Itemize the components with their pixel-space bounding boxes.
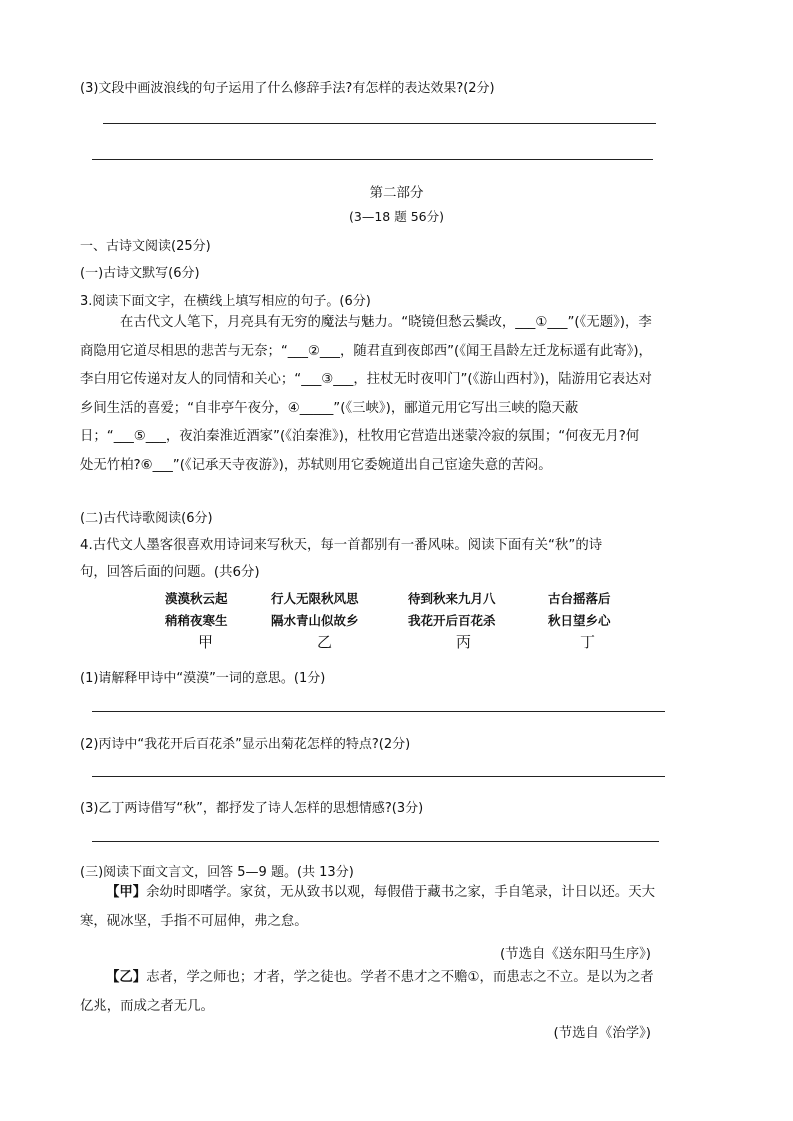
passage-b-label: 【乙】 bbox=[106, 970, 147, 985]
poem-ding-line-2: 秋日望乡心 bbox=[548, 613, 611, 628]
poem-yi-tag: 乙 bbox=[317, 633, 333, 651]
passage-a-label: 【甲】 bbox=[106, 885, 147, 900]
part-range: (3—18 题 56分) bbox=[349, 209, 444, 224]
poem-bing-line-2: 我花开后百花杀 bbox=[408, 613, 496, 628]
answer-line bbox=[92, 841, 659, 842]
question-3-title: 3.阅读下面文字，在横线上填写相应的句子。(6分) bbox=[80, 294, 371, 309]
answer-line bbox=[92, 159, 653, 160]
passage-a-source: (节选自《送东阳马生序》) bbox=[499, 947, 651, 962]
blank-4: ④_____ bbox=[287, 400, 334, 416]
poem-jia-tag: 甲 bbox=[198, 633, 214, 651]
subsection-heading: (一)古诗文默写(6分) bbox=[80, 266, 200, 281]
poem-ding-line-1: 古台摇落后 bbox=[548, 591, 611, 606]
poem-jia-line-1: 漠漠秋云起 bbox=[165, 591, 228, 606]
question-4-3: (3)乙丁两诗借写“秋”，都抒发了诗人怎样的思想情感?(3分) bbox=[80, 801, 424, 816]
blank-6: ⑥___ bbox=[140, 457, 173, 473]
question-4-1: (1)请解释甲诗中“漠漠”一词的意思。(1分) bbox=[80, 671, 326, 686]
passage-b bbox=[80, 964, 658, 1021]
question-3-3: (3)文段中画波浪线的句子运用了什么修辞手法?有怎样的表达效果?(2分) bbox=[80, 81, 495, 96]
blank-2: ___②___ bbox=[287, 343, 340, 359]
question-4-line-2: 句，回答后面的问题。(共6分) bbox=[80, 565, 260, 580]
passage-b-text: 志者，学之师也；才者，学之徒也。学者不患才之不赡①，而患志之不立。是以为之者亿兆，而成之者无几。 bbox=[80, 970, 654, 1014]
answer-line bbox=[92, 711, 665, 712]
passage-b-source: (节选自《治学》) bbox=[553, 1026, 651, 1041]
passage-a-text: 余幼时即嗜学。家贫，无从致书以观，每假借于藏书之家，手自笔录，计日以还。天大寒，砚冰坚，手指不可屈伸，弗之怠。 bbox=[80, 885, 656, 929]
question-4-2: (2)丙诗中“我花开后百花杀”显示出菊花怎样的特点?(2分) bbox=[80, 737, 411, 752]
answer-line bbox=[92, 776, 665, 777]
poem-bing-line-1: 待到秋来九月八 bbox=[408, 591, 496, 606]
part-title: 第二部分 bbox=[369, 185, 424, 201]
section-heading: 一、古诗文阅读(25分) bbox=[80, 239, 211, 254]
poem-jia-line-2: 稍稍夜寒生 bbox=[165, 613, 228, 628]
poem-ding-tag: 丁 bbox=[580, 633, 596, 651]
subsection-heading: (三)阅读下面文言文，回答 5—9 题。(共 13分) bbox=[80, 865, 354, 880]
poem-bing-tag: 丙 bbox=[456, 633, 472, 651]
question-3-body: 在古代文人笔下，月亮具有无穷的魔法与魅力。“晓镜但愁云鬓改，___①___”(《无题》)，李商隐用它道尽相思的悲苦与无奈；“___②___，随君直到夜郎西”(《闻王昌龄左迁龙标遥有此寄》)，李白用它传递对友人的同情和关心；“___③___，拄杖无时夜叩门”(《游山西村》)，陆游用它表达对乡间生活的喜爱；“自非亭午夜分，④_____”(《三峡》)，郦道元用它写出三峡的隐天蔽日；“___⑤___，夜泊秦淮近酒家”(《泊秦淮》)，杜牧用它营造出迷蒙冷寂的氛围；“何夜无月?何处无竹柏?⑥___”(《记承天寺夜游》)，苏轼则用它委婉道出自己宦途失意的苦闷。 bbox=[80, 315, 652, 473]
answer-line bbox=[103, 123, 656, 124]
blank-3: ___③___ bbox=[301, 372, 354, 387]
poem-yi-line-2: 隔水青山似故乡 bbox=[271, 613, 359, 628]
poem-yi-line-1: 行人无限秋风思 bbox=[271, 591, 359, 606]
blank-1: ___①___ bbox=[515, 315, 568, 330]
question-4-line-1: 4.古代文人墨客很喜欢用诗词来写秋天，每一首都别有一番风味。阅读下面有关“秋”的诗 bbox=[80, 538, 603, 553]
passage-a bbox=[80, 879, 658, 936]
blank-5: ___⑤___ bbox=[113, 429, 166, 444]
subsection-heading: (二)古代诗歌阅读(6分) bbox=[80, 511, 213, 526]
